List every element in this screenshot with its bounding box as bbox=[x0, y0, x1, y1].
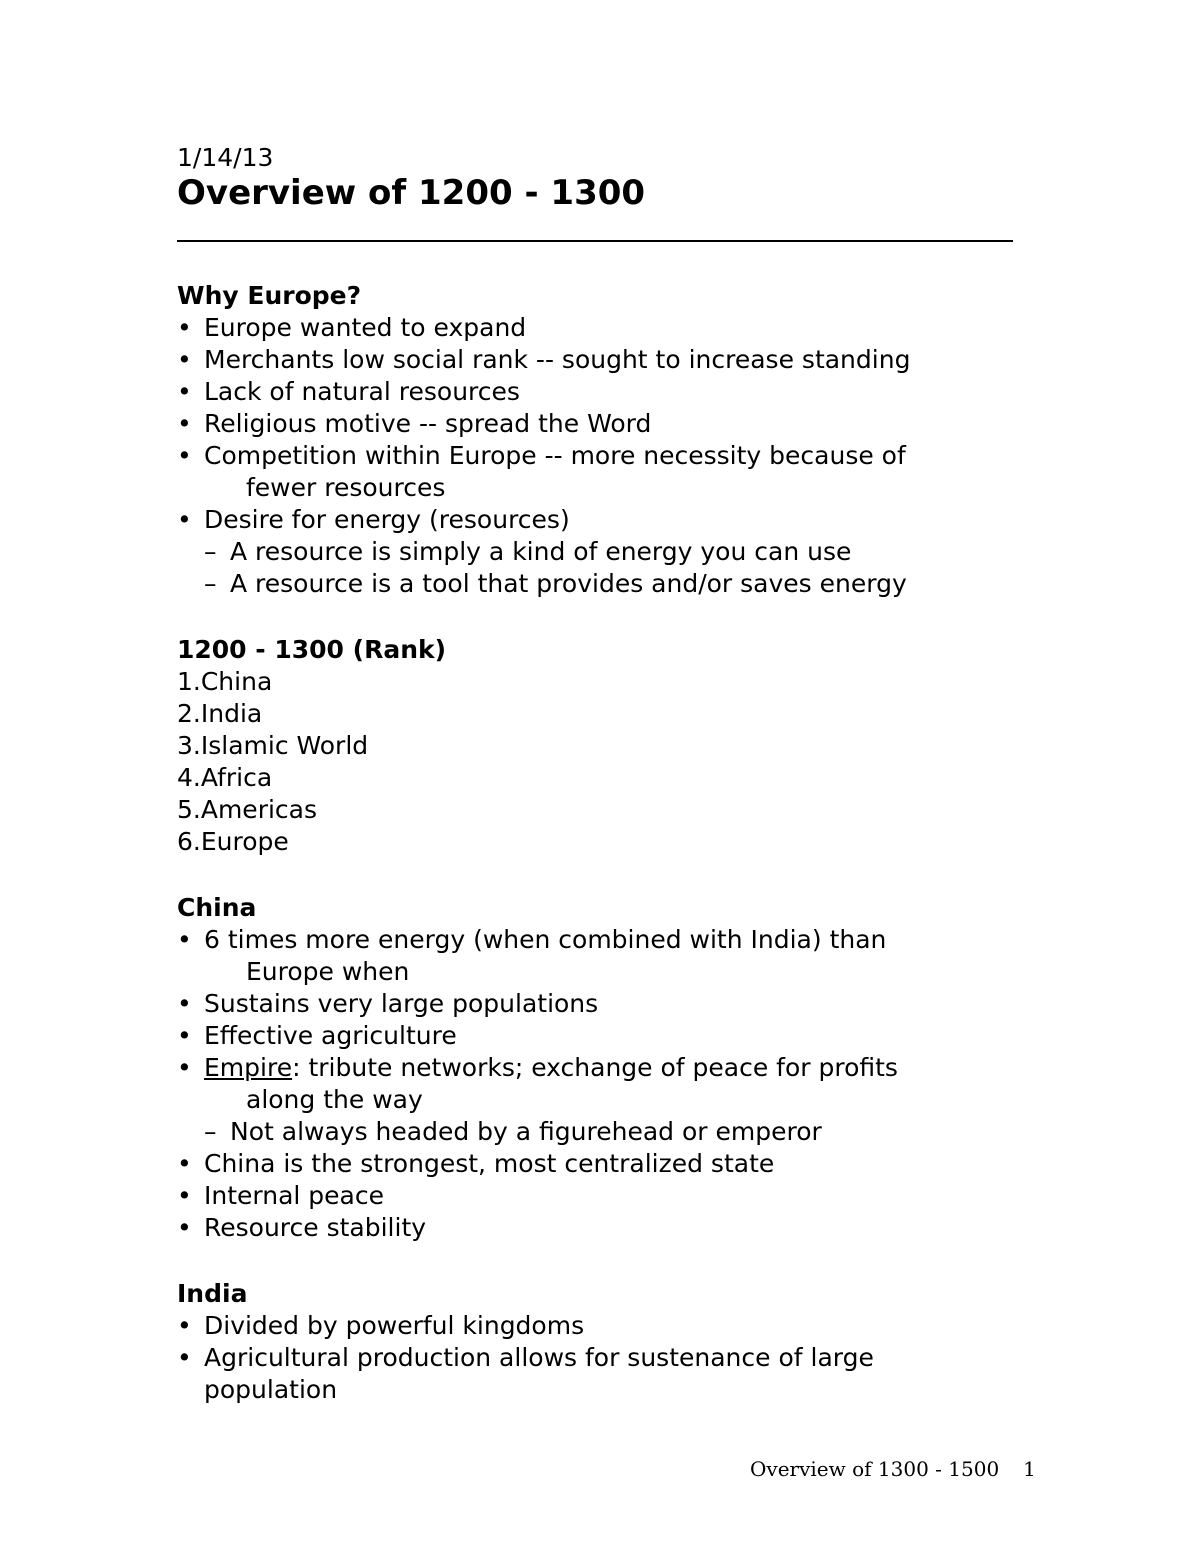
page-footer bbox=[750, 1456, 1036, 1482]
bullet-icon: • bbox=[177, 441, 192, 470]
section-rank bbox=[177, 634, 1017, 858]
list-item: • Sustains very large populations bbox=[177, 989, 599, 1018]
list-item: • Europe wanted to expand bbox=[177, 313, 527, 342]
bullet-icon: • bbox=[177, 345, 192, 374]
section-heading: 1200 - 1300 (Rank) bbox=[177, 635, 447, 664]
list-item: • Agricultural production allows for sustenance of large population bbox=[177, 1343, 874, 1404]
footer-title: Overview of 1300 - 1500 bbox=[750, 1457, 1000, 1481]
bullet-icon: • bbox=[177, 1213, 192, 1242]
bullet-list bbox=[177, 1310, 1017, 1406]
section-heading: Why Europe? bbox=[177, 281, 362, 310]
page-number: 1 bbox=[1023, 1457, 1036, 1481]
bullet-icon: • bbox=[177, 1021, 192, 1050]
list-item: • Effective agriculture bbox=[177, 1021, 457, 1050]
bullet-icon: • bbox=[177, 1053, 192, 1082]
list-item: • Merchants low social rank -- sought to increase standing bbox=[177, 345, 911, 374]
list-item: • Religious motive -- spread the Word bbox=[177, 409, 652, 438]
numbered-list bbox=[177, 666, 1017, 858]
bullet-icon: • bbox=[177, 1311, 192, 1340]
list-item: 2.India bbox=[177, 699, 263, 728]
bullet-icon: • bbox=[177, 505, 192, 534]
document-body bbox=[177, 143, 1017, 1406]
list-item: • Lack of natural resources bbox=[177, 377, 520, 406]
sub-list-item: – A resource is a tool that provides and/or saves energy bbox=[204, 569, 907, 598]
bullet-icon: • bbox=[177, 1343, 192, 1372]
bullet-icon: • bbox=[177, 1149, 192, 1178]
list-item: • Competition within Europe -- more necessity because of fewer resources bbox=[177, 441, 906, 502]
dash-icon: – bbox=[204, 1117, 217, 1146]
section-china bbox=[177, 892, 1017, 1244]
bullet-icon: • bbox=[177, 1181, 192, 1210]
list-item: • 6 times more energy (when combined with India) than Europe when bbox=[177, 925, 887, 986]
section-heading: India bbox=[177, 1279, 248, 1308]
list-item: • China is the strongest, most centralized state bbox=[177, 1149, 775, 1178]
page-title: Overview of 1200 - 1300 bbox=[177, 173, 646, 213]
bullet-list bbox=[177, 924, 1017, 1244]
list-item: 6.Europe bbox=[177, 827, 289, 856]
list-item: • Empire: tribute networks; exchange of peace for profits along the way bbox=[177, 1053, 898, 1114]
section-india bbox=[177, 1278, 1017, 1406]
list-item: • Desire for energy (resources) bbox=[177, 505, 570, 534]
list-item: 3.Islamic World bbox=[177, 731, 369, 760]
list-item: • Divided by powerful kingdoms bbox=[177, 1311, 585, 1340]
list-item: • Resource stability bbox=[177, 1213, 427, 1242]
bullet-icon: • bbox=[177, 313, 192, 342]
list-item: • Internal peace bbox=[177, 1181, 384, 1210]
title-rule bbox=[177, 240, 1013, 242]
section-heading: China bbox=[177, 893, 257, 922]
bullet-icon: • bbox=[177, 925, 192, 954]
sub-list-item: – A resource is simply a kind of energy you can use bbox=[204, 537, 852, 566]
bullet-icon: • bbox=[177, 989, 192, 1018]
dash-icon: – bbox=[204, 569, 217, 598]
dash-icon: – bbox=[204, 537, 217, 566]
bullet-list bbox=[177, 312, 1017, 600]
sub-list-item: – Not always headed by a figurehead or emperor bbox=[204, 1117, 822, 1146]
date: 1/14/13 bbox=[177, 143, 274, 172]
list-item: 4.Africa bbox=[177, 763, 273, 792]
underlined-term: Empire bbox=[204, 1053, 293, 1082]
bullet-icon: • bbox=[177, 409, 192, 438]
bullet-icon: • bbox=[177, 377, 192, 406]
list-item: 5.Americas bbox=[177, 795, 318, 824]
section-why-europe bbox=[177, 280, 1017, 600]
list-item: 1.China bbox=[177, 667, 273, 696]
